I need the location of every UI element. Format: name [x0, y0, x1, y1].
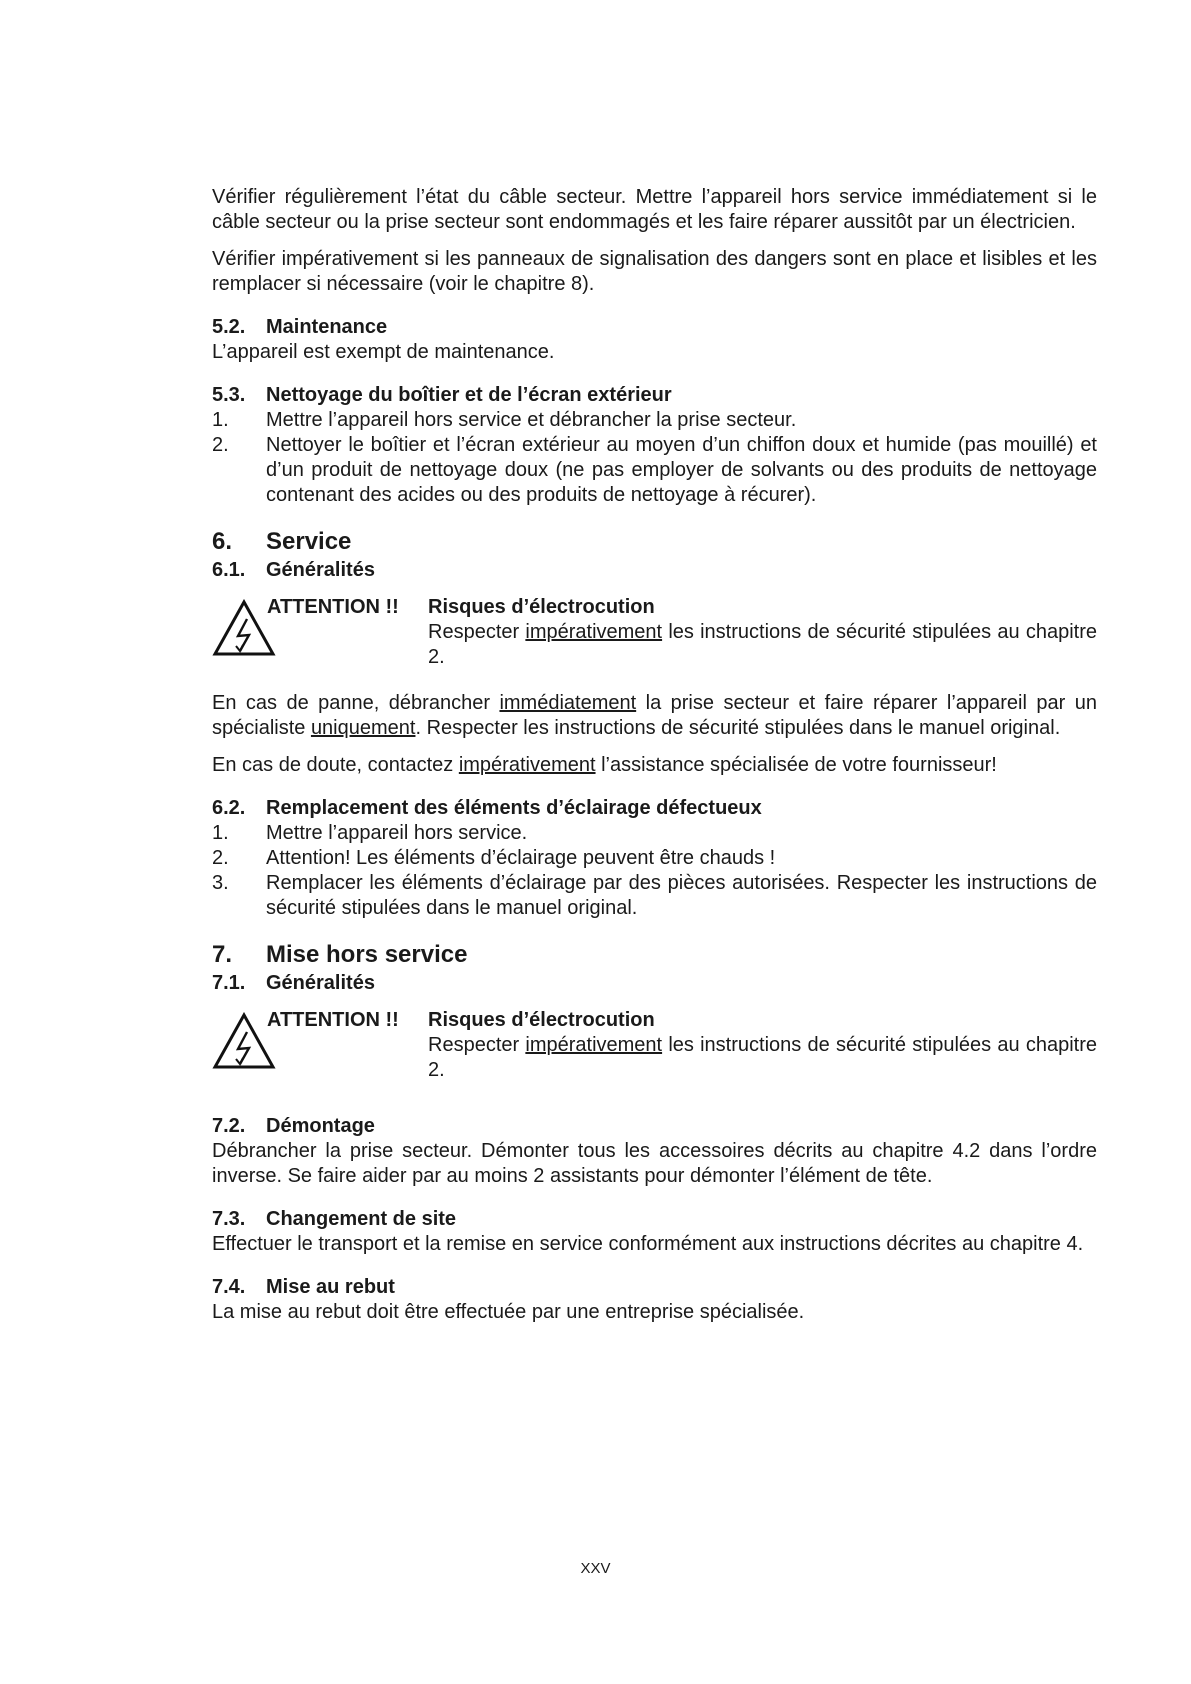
warning-block [212, 593, 1097, 683]
section-6-1-paragraph-2: En cas de doute, contactez impérativement l’assistance spécialisée de votre fournisseur! [212, 754, 997, 776]
section-7-4-text: La mise au rebut doit être effectuée par une entreprise spécialisée. [212, 1301, 805, 1323]
chapter-6-heading: 6. Service [212, 528, 352, 555]
section-6-2-heading: 6.2. Remplacement des éléments d’éclairage défectueux [212, 797, 762, 819]
list-item: 1. Mettre l’appareil hors service. [212, 822, 528, 844]
document-page [212, 185, 1097, 1325]
section-7-2-heading: 7.2. Démontage [212, 1115, 375, 1137]
list-item: 2. Attention! Les éléments d’éclairage peuvent être chauds ! [212, 847, 776, 869]
warning-block [212, 1006, 1097, 1096]
section-5-2-text: L’appareil est exempt de maintenance. [212, 341, 555, 363]
page-number: XXV [580, 1560, 611, 1577]
section-7-2-text: Débrancher la prise secteur. Démonter tous les accessoires décrits au chapitre 4.2 dans l’ordre inverse. Se faire aider par au moins 2 assistants pour démonter l’élément de tête. [212, 1140, 1097, 1187]
section-7-1-heading: 7.1. Généralités [212, 972, 375, 994]
warning-label: ATTENTION !! [267, 596, 399, 618]
warning-text: Respecter impérativement les instructions de sécurité stipulées au chapitre 2. [428, 621, 1097, 668]
section-7-3-heading: 7.3. Changement de site [212, 1208, 457, 1230]
section-6-1-paragraph-1: En cas de panne, débrancher immédiatement la prise secteur et faire réparer l’appareil par un spécialiste uniquement. Respecter les instructions de sécurité stipulées dans le manuel original. [212, 692, 1097, 739]
section-5-3-list [212, 408, 1097, 508]
section-5-3-heading: 5.3. Nettoyage du boîtier et de l’écran extérieur [212, 384, 672, 406]
intro-paragraph-2: Vérifier impérativement si les panneaux de signalisation des dangers sont en place et lisibles et les remplacer si nécessaire (voir le chapitre 8). [212, 248, 1097, 295]
warning-text: Respecter impérativement les instructions de sécurité stipulées au chapitre 2. [428, 1034, 1097, 1081]
section-5-2-heading: 5.2. Maintenance [212, 316, 388, 338]
list-item: 1. Mettre l’appareil hors service et débrancher la prise secteur. [212, 409, 797, 431]
section-6-2-list [212, 821, 1097, 921]
list-item: 2. Nettoyer le boîtier et l’écran extérieur au moyen d’un chiffon doux et humide (pas mouillé) et d’un produit de nettoyage doux (ne pas employer de solvants ou des produits de nettoyage contenant des acides ou des produits de nettoyage à récurer). [212, 434, 1097, 506]
section-6-1-heading: 6.1. Généralités [212, 559, 375, 581]
warning-heading: Risques d’électrocution [428, 1009, 655, 1031]
intro-paragraph-1: Vérifier régulièrement l’état du câble secteur. Mettre l’appareil hors service immédiatement si le câble secteur ou la prise secteur sont endommagés et les faire réparer aussitôt par un électricien. [212, 186, 1097, 233]
section-7-3-text: Effectuer le transport et la remise en service conformément aux instructions décrites au chapitre 4. [212, 1233, 1084, 1255]
warning-heading: Risques d’électrocution [428, 596, 655, 618]
chapter-7-heading: 7. Mise hors service [212, 941, 468, 968]
list-item: 3. Remplacer les éléments d’éclairage par des pièces autorisées. Respecter les instructions de sécurité stipulées dans le manuel original. [212, 872, 1097, 919]
warning-label: ATTENTION !! [267, 1009, 399, 1031]
section-7-4-heading: 7.4. Mise au rebut [212, 1276, 395, 1298]
